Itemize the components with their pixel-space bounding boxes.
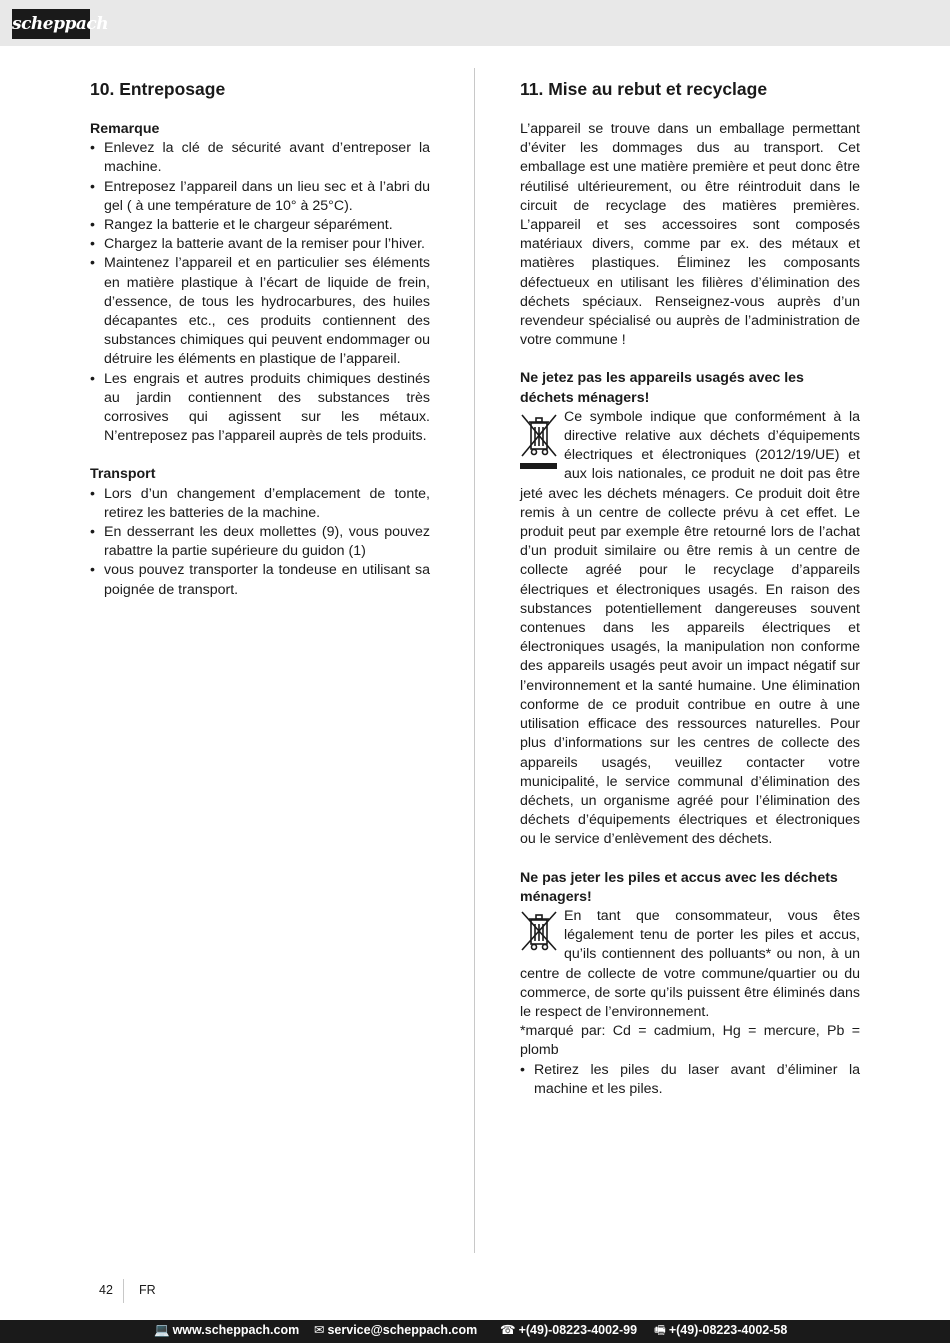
computer-icon: 💻 [154,1323,170,1337]
phone-number[interactable]: ☎ +(49)-08223-4002-99 [500,1323,638,1337]
list-item: • Entreposez l’appareil dans un lieu sec et à l’abri du gel ( à une température de 10° à 25°C). [90,178,430,216]
section-title-disposal: 11. Mise au rebut et recyclage [520,79,768,99]
header-bar [0,0,950,46]
list-item: • En desserrant les deux mollettes (9), vous pouvez rabattre la partie supérieure du guidon (1) [90,523,430,561]
brand-logo: scheppach [12,9,90,39]
remark-heading: Remarque [90,121,160,137]
column-divider [474,68,475,1253]
weee-block [520,408,860,850]
weee-text: Ce symbole indique que conformément à la directive relative aux déchets d’équipements électriques et électroniques (2012/19/UE) et aux lois nationales, ce produit ne doit pas être jeté avec les déchets ménagers. Ce produit doit être remis à un centre de collecte prévu à cet effet. Le produit peut par exemple être retourné lors de l’achat d’un produit similaire ou être remis à un centre de collecte agréé pour le recyclage d’appareils électriques et électroniques usagés. En raison des substances potentiellement dangereuses souvent contenues dans les appareils électriques et électroniques usagés, la manipulation non conforme des appareils usagés peut avoir un impact négatif sur l’environnement et la santé humaine. Une élimination conforme de ce produit contribue en outre à une utilisation efficace des ressources naturelles. Pour plus d’informations sur les centres de collecte des appareils usagés, veuillez contacter votre municipalité, le service communal d’élimination des déchets, un organisme agréé pour l’élimination des déchets d’équipements électriques et électroniques ou le service d’enlèvement des déchets. [520,408,860,848]
transport-list [90,485,430,600]
list-item: • Maintenez l’appareil et en particulier ses éléments en matière plastique à l’écart de liquide de frein, d’essence, de tous les hydrocarbures, des huiles décapantes etc., ces produits contiennent des substances chimiques qui peuvent endommager ou détruire les éléments en plastique de l’appareil. [90,254,430,369]
email-link[interactable]: ✉ service@scheppach.com [314,1323,478,1337]
list-item: • Enlevez la clé de sécurité avant d’entreposer la machine. [90,139,430,177]
language-code: FR [139,1283,156,1297]
list-item: • Rangez la batterie et le chargeur séparément. [90,216,430,235]
left-column [90,78,430,600]
fax-icon: 🖷 [654,1323,666,1337]
footer-divider [123,1279,124,1303]
phone-icon: ☎ [500,1323,516,1337]
transport-heading: Transport [90,466,156,483]
section-title-storage: 10. Entreposage [90,79,226,99]
weee-bar [520,463,557,469]
page-number: 42 [99,1283,113,1297]
battery-block [520,907,860,1022]
list-item: • Lors d’un changement d’emplacement de tonte, retirez les batteries de la machine. [90,485,430,523]
list-item: • Retirez les piles du laser avant d’éliminer la machine et les piles. [520,1061,860,1099]
battery-list [520,1061,860,1099]
list-item: • Chargez la batterie avant de la remiser pour l’hiver. [90,235,430,254]
crossed-bin-icon [520,411,560,471]
list-item: • vous pouvez transporter la tondeuse en utilisant sa poignée de transport. [90,561,430,599]
battery-note: *marqué par: Cd = cadmium, Hg = mercure, Pb = plomb [520,1023,860,1059]
crossed-bin-icon [520,910,560,952]
battery-heading: Ne pas jeter les piles et accus avec les déchets ménagers! [520,869,838,905]
battery-text: En tant que consommateur, vous êtes légalement tenu de porter les piles et accus, qu’ils contiennent des polluants* ou non, à un centre de collecte de votre commune/quartier ou du commerce, de sorte qu’ils puissent être éliminés dans le respect de l’environnement. [520,907,860,1020]
fax-number[interactable]: 🖷 +(49)-08223-4002-58 [654,1323,788,1337]
contact-bar [0,1320,950,1343]
disposal-intro: L’appareil se trouve dans un emballage permettant d’éviter les dommages dus au transport. Cet emballage est une matière première et peut donc être réutilisé ultérieurement, ou être réintroduit dans le circuit de recyclage des matières premières. L’appareil et ses accessoires sont composés matériaux divers, comme par ex. des métaux et matières plastiques. Éliminez les composants défectueux en utilisant les filières d’élimination des déchets spéciaux. Renseignez-vous auprès d’un revendeur spécialisé ou auprès de l’administration de votre commune ! [520,121,860,349]
right-column [520,78,860,1099]
remark-list [90,139,430,446]
website-link[interactable]: 💻 www.scheppach.com [154,1323,300,1337]
mail-icon: ✉ [314,1323,325,1337]
list-item: • Les engrais et autres produits chimiques destinés au jardin contiennent des substances très corrosives qui agissent sur les métaux. N’entreposez pas l’appareil auprès de tels produits. [90,370,430,447]
weee-heading: Ne jetez pas les appareils usagés avec les déchets ménagers! [520,370,804,406]
